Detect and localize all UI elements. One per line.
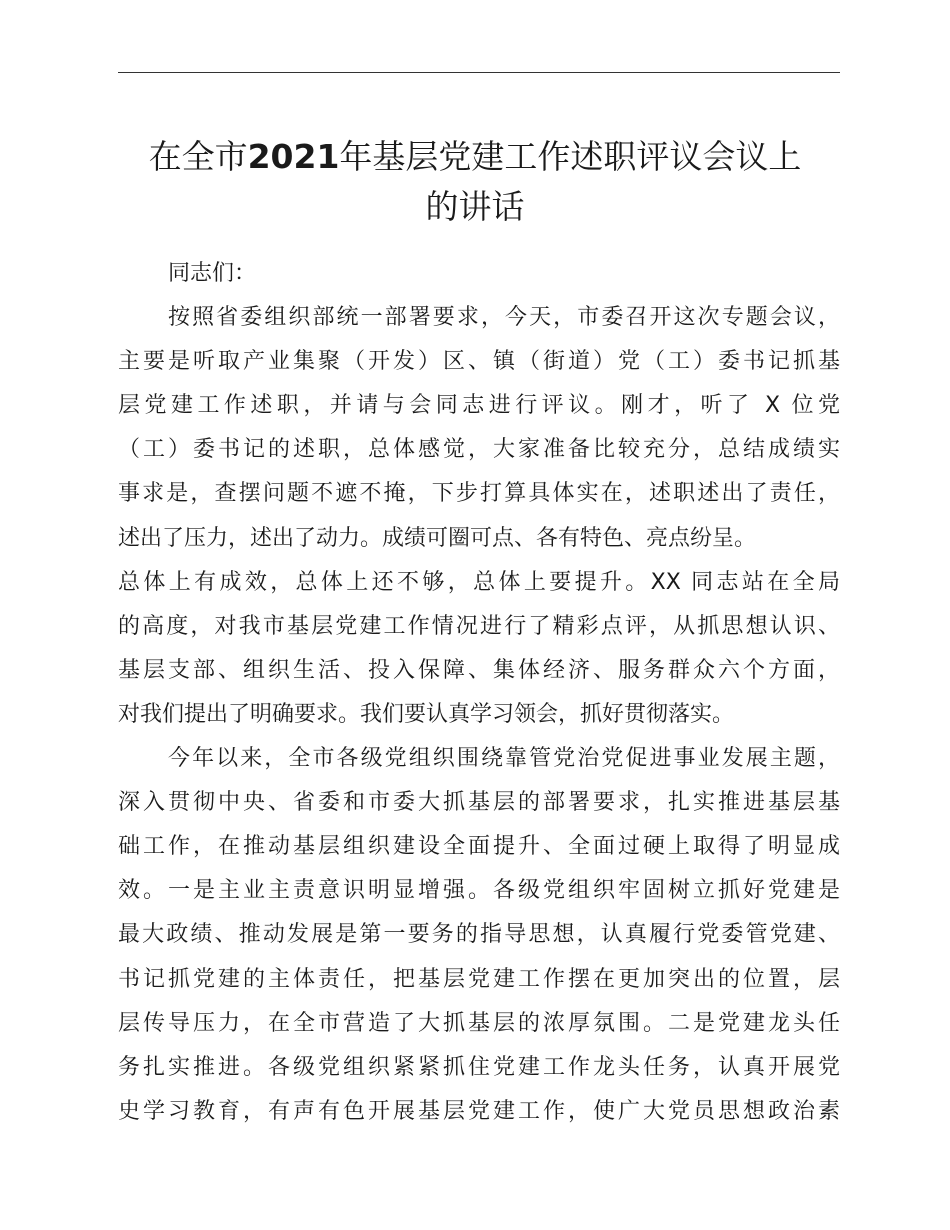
body-line: 效。一是主业主责意识明显增强。各级党组织牢固树立抓好党建是 [118, 878, 840, 904]
body-line: 按照省委组织部统一部署要求，今天，市委召开这次专题会议， [168, 305, 840, 331]
title-part3: 的讲话 [425, 187, 525, 226]
body-line: 最大政绩、推动发展是第一要务的指导思想，认真履行党委管党建、 [118, 922, 840, 948]
body-line: 的高度，对我市基层党建工作情况进行了精彩点评，从抓思想认识、 [118, 613, 840, 639]
header-rule [118, 72, 840, 73]
body-line: 史学习教育，有声有色开展基层党建工作，使广大党员思想政治素 [118, 1098, 840, 1124]
body-line: 总体上有成效，总体上还不够，总体上要提升。XX 同志站在全局 [118, 569, 840, 595]
document-body [118, 252, 840, 1134]
title-part2: 年基层党建工作述职评议会议上 [339, 137, 802, 176]
body-line: 对我们提出了明确要求。我们要认真学习领会，抓好贯彻落实。 [118, 701, 735, 727]
title-part1: 在全市 [148, 137, 248, 176]
body-line: 今年以来，全市各级党组织围绕靠管党治党促进事业发展主题， [168, 746, 840, 772]
body-line: 层传导压力，在全市营造了大抓基层的浓厚氛围。二是党建龙头任 [118, 1010, 840, 1036]
body-line: 深入贯彻中央、省委和市委大抓基层的部署要求，扎实推进基层基 [118, 790, 840, 816]
body-line: 务扎实推进。各级党组织紧紧抓住党建工作龙头任务，认真开展党 [118, 1054, 840, 1080]
document-title [110, 132, 840, 232]
body-line: 主要是听取产业集聚（开发）区、镇（街道）党（工）委书记抓基 [118, 349, 840, 375]
body-line: 础工作，在推动基层组织建设全面提升、全面过硬上取得了明显成 [118, 834, 840, 860]
body-line: 基层支部、组织生活、投入保障、集体经济、服务群众六个方面， [118, 657, 840, 683]
body-line: 层党建工作述职，并请与会同志进行评议。刚才，听了 X 位党 [118, 393, 840, 419]
body-line: （工）委书记的述职，总体感觉，大家准备比较充分，总结成绩实 [118, 437, 840, 463]
body-line: 事求是，查摆问题不遮不掩，下步打算具体实在，述职述出了责任， [118, 481, 840, 507]
body-line: 书记抓党建的主体责任，把基层党建工作摆在更加突出的位置，层 [118, 966, 840, 992]
salutation: 同志们： [168, 261, 257, 286]
body-line: 述出了压力，述出了动力。成绩可圈可点、各有特色、亮点纷呈。 [118, 525, 757, 551]
title-year: 2021 [247, 137, 340, 176]
